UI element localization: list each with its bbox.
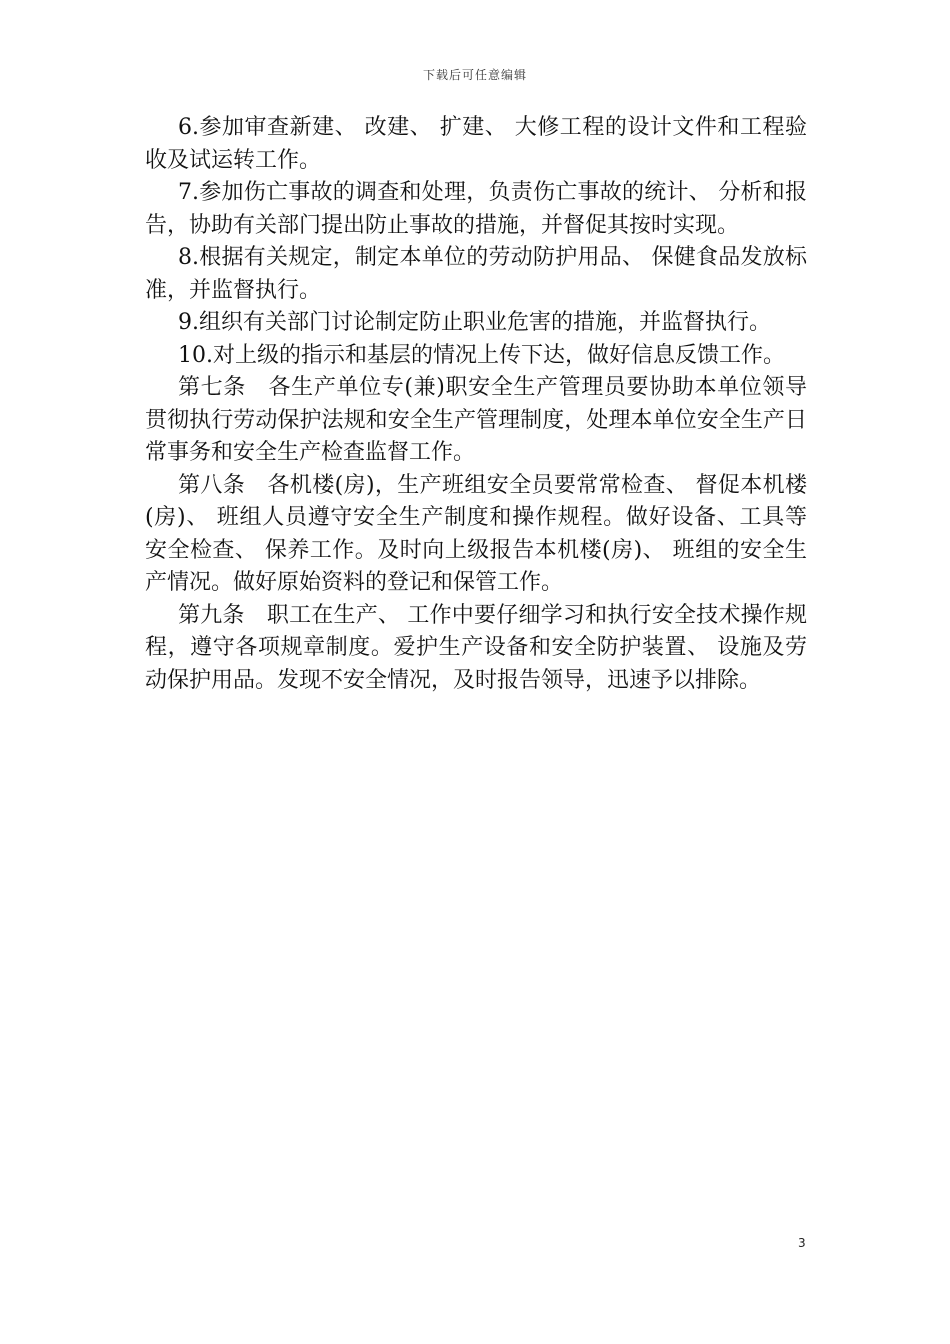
paragraph-article-8: 第八条 各机楼(房)，生产班组安全员要常常检查、 督促本机楼(房)、 班组人员遵守安全生产制度和操作规程。做好设备、工具等安全检查、 保养工作。及时向上级报告本机楼(房)、 班组的安全生产情况。做好原始资料的登记和保管工作。 [145,472,807,595]
paragraph-item-7: 7.参加伤亡事故的调查和处理，负责伤亡事故的统计、 分析和报告，协助有关部门提出防止事故的措施，并督促其按时实现。 [145,180,807,238]
paragraph-item-8: 8.根据有关规定，制定本单位的劳动防护用品、 保健食品发放标准，并监督执行。 [145,245,807,303]
page-number: 3 [798,1236,806,1250]
paragraph-article-9: 第九条 职工在生产、 工作中要仔细学习和执行安全技术操作规程，遵守各项规章制度。爱护生产设备和安全防护装置、 设施及劳动保护用品。发现不安全情况，及时报告领导，迅速予以排除。 [145,602,807,693]
paragraph-item-9: 9.组织有关部门讨论制定防止职业危害的措施，并监督执行。 [178,310,771,335]
paragraph-item-10: 10.对上级的指示和基层的情况上传下达，做好信息反馈工作。 [178,342,785,368]
document-body [145,112,807,697]
paragraph-item-6: 6.参加审查新建、 改建、 扩建、 大修工程的设计文件和工程验收及试运转工作。 [145,115,807,173]
paragraph-article-7: 第七条 各生产单位专(兼)职安全生产管理员要协助本单位领导贯彻执行劳动保护法规和安全生产管理制度，处理本单位安全生产日常事务和安全生产检查监督工作。 [145,375,807,465]
page-header: 下载后可任意编辑 [422,68,527,82]
